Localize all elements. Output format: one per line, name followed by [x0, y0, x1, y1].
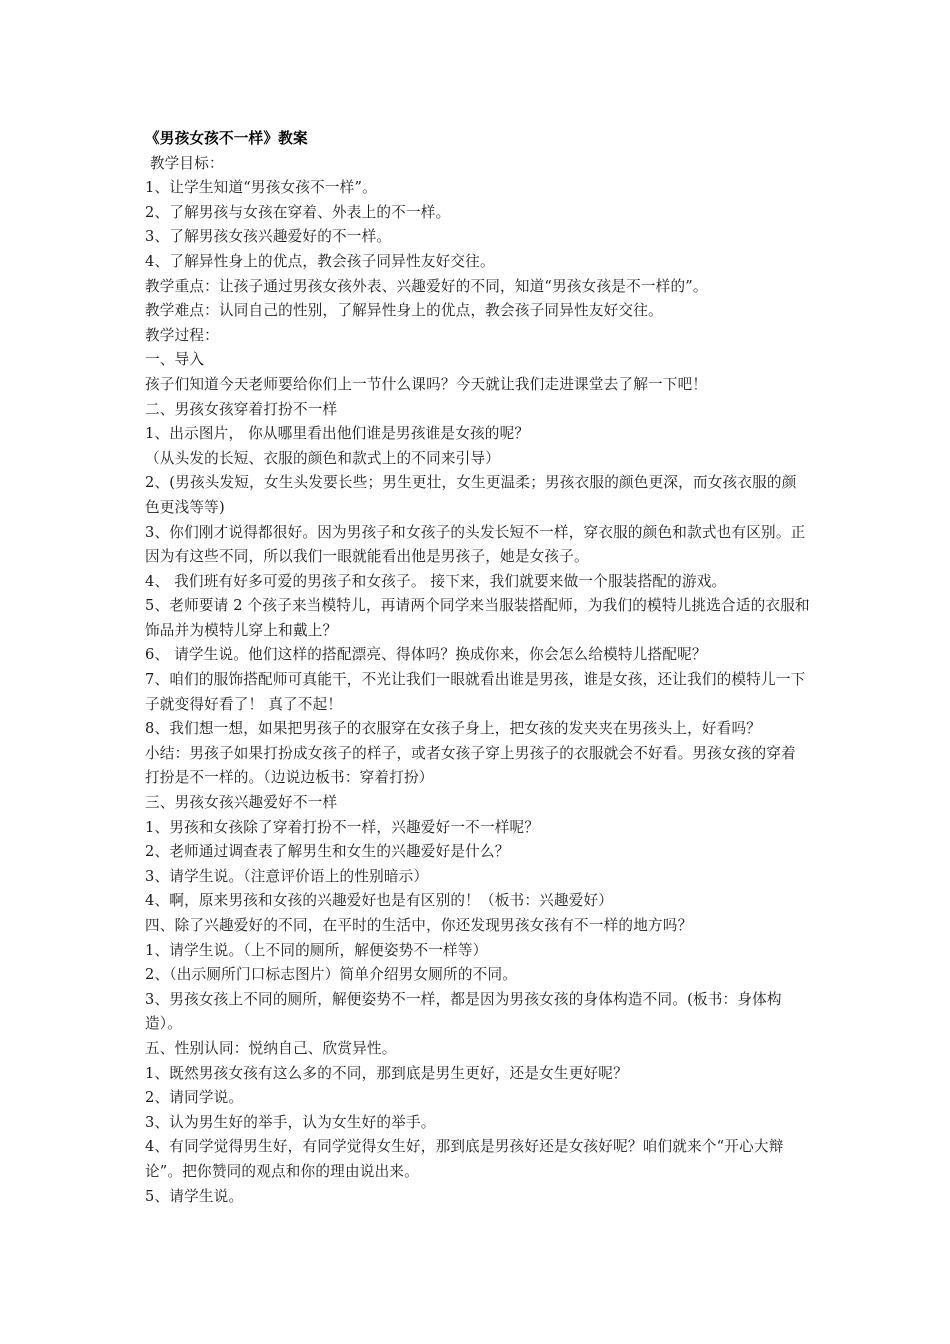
- step-item: 4、 我们班有好多可爱的男孩子和女孩子。 接下来，我们就要来做一个服装搭配的游戏。: [145, 572, 727, 590]
- difficult-point: 教学难点：认同自己的性别，了解异性身上的优点，教会孩子同异性友好交往。: [145, 302, 663, 320]
- objective-item: 2、了解男孩与女孩在穿着、外表上的不一样。: [145, 203, 451, 221]
- key-point: 教学重点：让孩子通过男孩女孩外表、兴趣爱好的不同，知道“男孩女孩是不一样的”。: [145, 277, 708, 295]
- step-item: 2、（出示厕所门口标志图片）简单介绍男女厕所的不同。: [145, 966, 518, 984]
- step-item: 8、我们想一想，如果把男孩子的衣服穿在女孩子身上，把女孩的发夹夹在男孩头上，好看吗？: [145, 720, 762, 738]
- step-item: 1、男孩和女孩除了穿着打扮不一样，兴趣爱好一不一样呢？: [145, 818, 540, 836]
- process-heading: 教学过程：: [145, 326, 219, 344]
- step-item: 1、出示图片， 你从哪里看出他们谁是男孩谁是女孩的呢？: [145, 425, 530, 443]
- section-heading: 五、性别认同：悦纳自己、欣赏异性。: [145, 1039, 397, 1057]
- document-body: [145, 127, 810, 1209]
- step-item: 1、既然男孩女孩有这么多的不同，那到底是男生更好，还是女生更好呢？: [145, 1064, 628, 1082]
- step-item: 5、老师要请 2 个孩子来当模特儿，再请两个同学来当服装搭配师，为我们的模特儿挑选合适的衣服和饰品并为模特儿穿上和戴上？: [145, 597, 810, 639]
- step-item: 4、有同学觉得男生好，有同学觉得女生好，那到底是男孩好还是女孩好呢？咱们就来个“开心大辩论”。把你赞同的观点和你的理由说出来。: [145, 1138, 784, 1180]
- objective-item: 3、了解男孩女孩兴趣爱好的不一样。: [145, 228, 392, 246]
- document-title: 《男孩女孩不一样》教案: [145, 130, 308, 147]
- step-item: 6、 请学生说。他们这样的搭配漂亮、得体吗？换成你来，你会怎么给模特儿搭配呢？: [145, 646, 707, 664]
- paragraph: 孩子们知道今天老师要给你们上一节什么课吗？今天就让我们走进课堂去了解一下吧！: [145, 375, 708, 393]
- objective-item: 4、了解异性身上的优点，教会孩子同异性友好交往。: [145, 252, 495, 270]
- step-item: 7、咱们的服饰搭配师可真能干，不光让我们一眼就看出谁是男孩，谁是女孩，还让我们的模特儿一下子就变得好看了！ 真了不起！: [145, 671, 806, 713]
- section-heading: 四、除了兴趣爱好的不同，在平时的生活中，你还发现男孩女孩有不一样的地方吗？: [145, 917, 693, 934]
- summary: 小结：男孩子如果打扮成女孩子的样子，或者女孩子穿上男孩子的衣服就会不好看。男孩女孩的穿着打扮是不一样的。（边说边板书：穿着打扮）: [145, 744, 796, 787]
- step-item: 3、请学生说。（注意评价语上的性别暗示）: [145, 867, 429, 885]
- step-item: 5、请学生说。: [145, 1187, 244, 1205]
- section-heading: 一、导入: [145, 351, 205, 369]
- step-item: 2、请同学说。: [145, 1089, 244, 1107]
- step-item: 2、老师通过调查表了解男生和女生的兴趣爱好是什么？: [145, 843, 510, 861]
- step-item: 1、请学生说。（上不同的厕所，解便姿势不一样等）: [145, 941, 488, 959]
- step-item: 4、啊，原来男孩和女孩的兴趣爱好也是有区别的！（板书：兴趣爱好）: [145, 892, 614, 910]
- step-item: 2、(男孩头发短，女生头发要长些；男生更壮，女生更温柔；男孩衣服的颜色更深，而女孩衣服的颜色更浅等等): [145, 474, 797, 516]
- paragraph: （从头发的长短、衣服的颜色和款式上的不同来引导）: [145, 449, 501, 467]
- objectives-heading: 教学目标：: [145, 154, 224, 172]
- objective-item: 1、让学生知道“男孩女孩不一样”。: [145, 179, 377, 197]
- section-heading: 三、男孩女孩兴趣爱好不一样: [145, 794, 338, 812]
- step-item: 3、你们刚才说得都很好。因为男孩子和女孩子的头发长短不一样，穿衣服的颜色和款式也有区别。正因为有这些不同，所以我们一眼就能看出他是男孩子，她是女孩子。: [145, 523, 806, 566]
- section-heading: 二、男孩女孩穿着打扮不一样: [145, 400, 338, 418]
- step-item: 3、男孩女孩上不同的厕所，解便姿势不一样，都是因为男孩女孩的身体构造不同。(板书：身体构造）。: [145, 990, 782, 1033]
- step-item: 3、认为男生好的举手，认为女生好的举手。: [145, 1113, 436, 1131]
